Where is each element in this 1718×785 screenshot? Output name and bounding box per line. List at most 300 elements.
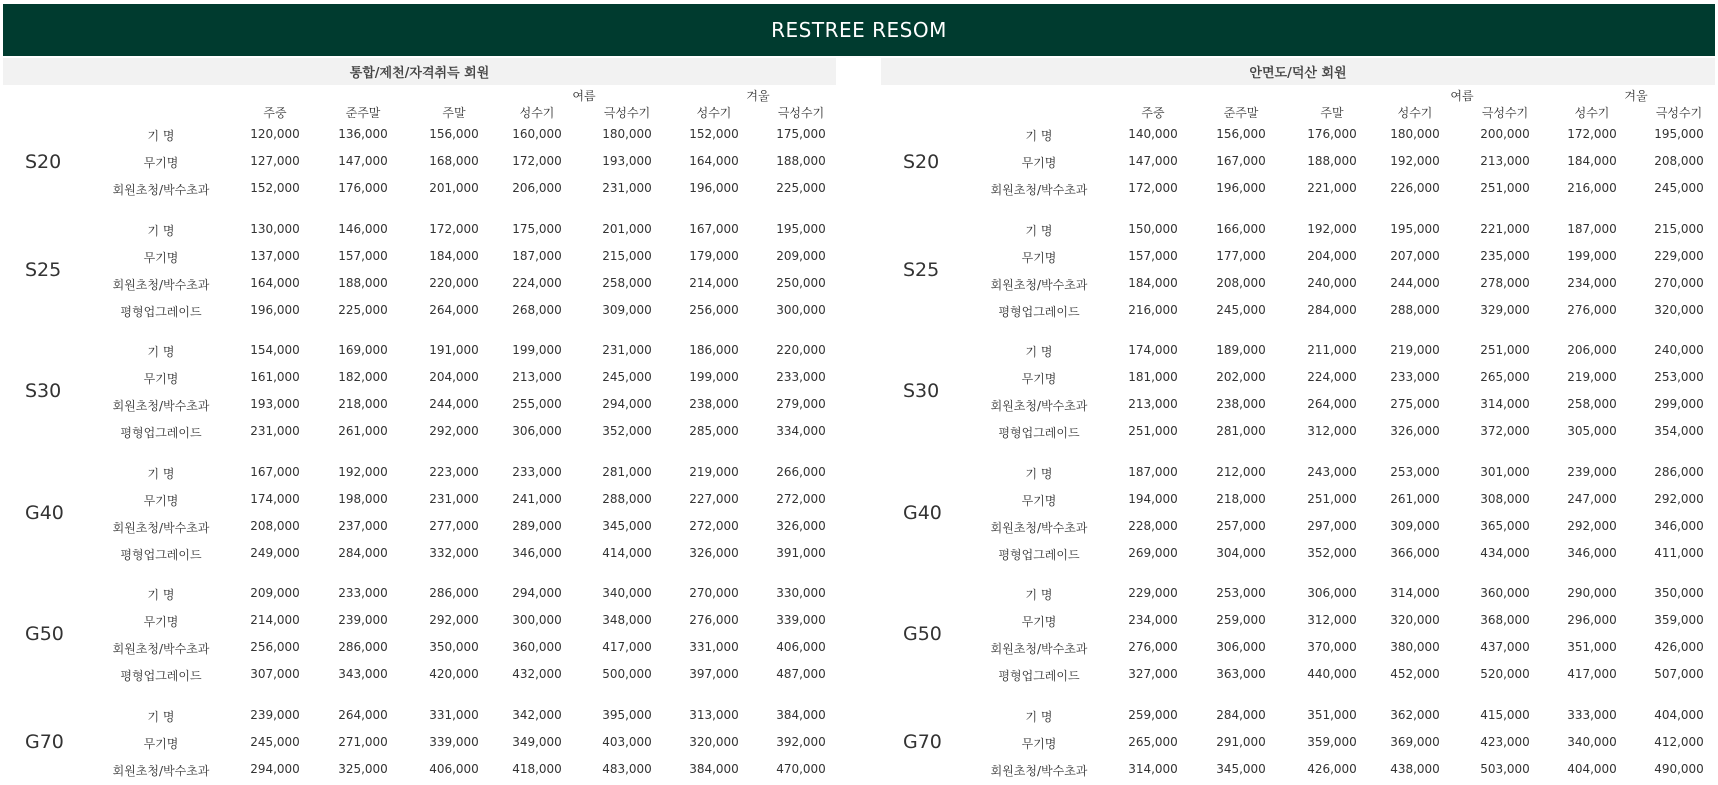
price-cell: 309,000 <box>1390 518 1440 533</box>
price-cell: 191,000 <box>429 343 479 357</box>
price-cell: 120,000 <box>250 127 300 141</box>
price-cell: 300,000 <box>512 613 562 627</box>
price-cell: 156,000 <box>1216 127 1266 141</box>
price-cell: 194,000 <box>1128 491 1178 506</box>
price-cell: 294,000 <box>602 397 652 411</box>
price-cell: 334,000 <box>776 424 826 438</box>
price-cell: 256,000 <box>689 302 739 317</box>
member-type-label: 무기명 <box>143 615 179 629</box>
price-cell: 245,000 <box>1654 181 1704 195</box>
price-cell: 345,000 <box>602 518 652 533</box>
price-cell: 233,000 <box>776 370 826 384</box>
price-cell: 411,000 <box>1654 545 1704 560</box>
group-spacer <box>881 567 1715 581</box>
price-cell: 234,000 <box>1128 613 1178 627</box>
price-cell: 434,000 <box>1480 545 1530 560</box>
price-cell: 179,000 <box>689 248 739 263</box>
price-cell: 157,000 <box>1128 248 1178 263</box>
price-cell: 147,000 <box>338 154 388 168</box>
price-cell: 150,000 <box>1128 221 1178 236</box>
table-row <box>3 702 836 729</box>
table-row <box>881 243 1715 270</box>
member-type-label: 무기명 <box>143 736 179 751</box>
price-cell: 225,000 <box>776 181 826 195</box>
price-cell: 314,000 <box>1390 586 1440 600</box>
price-cell: 174,000 <box>1128 343 1178 357</box>
price-cell: 193,000 <box>602 154 652 168</box>
price-cell: 192,000 <box>1390 154 1440 168</box>
price-cell: 309,000 <box>602 302 652 317</box>
price-cell: 415,000 <box>1480 707 1530 722</box>
member-type-label: 기 명 <box>147 588 175 602</box>
group-spacer <box>881 202 1715 216</box>
price-cell: 271,000 <box>338 734 388 749</box>
member-type-label: 무기명 <box>143 493 179 508</box>
price-cell: 437,000 <box>1480 640 1530 654</box>
price-cell: 261,000 <box>1390 491 1440 506</box>
room-grade-label: G40 <box>903 501 942 524</box>
room-grade-group <box>3 580 836 688</box>
price-cell: 200,000 <box>1480 127 1530 141</box>
price-cell: 219,000 <box>689 464 739 479</box>
table-row <box>881 756 1715 783</box>
price-cell: 384,000 <box>776 707 826 722</box>
table-row <box>3 121 836 148</box>
price-cell: 202,000 <box>1216 370 1266 384</box>
room-grade-label: G70 <box>25 731 64 753</box>
table-row <box>3 513 836 540</box>
price-cell: 432,000 <box>512 667 562 681</box>
room-grade-label: G40 <box>25 501 64 524</box>
price-cell: 307,000 <box>250 667 300 681</box>
member-type-label: 회원초청/박수초과 <box>990 642 1088 656</box>
price-cell: 278,000 <box>1480 275 1530 290</box>
price-cell: 251,000 <box>1307 491 1357 506</box>
price-cell: 333,000 <box>1567 707 1617 722</box>
price-cell: 240,000 <box>1654 343 1704 357</box>
price-cell: 301,000 <box>1480 464 1530 479</box>
price-cell: 452,000 <box>1390 667 1440 681</box>
table-row <box>3 661 836 688</box>
price-cell: 223,000 <box>429 464 479 479</box>
price-cell: 350,000 <box>1654 586 1704 600</box>
price-cell: 265,000 <box>1128 734 1178 749</box>
table-row <box>881 661 1715 688</box>
price-cell: 331,000 <box>689 640 739 654</box>
room-grade-group <box>881 216 1715 324</box>
price-cell: 250,000 <box>776 275 826 290</box>
group-spacer <box>881 688 1715 702</box>
price-cell: 370,000 <box>1307 640 1357 654</box>
price-cell: 503,000 <box>1480 761 1530 776</box>
price-cell: 213,000 <box>1128 397 1178 411</box>
price-cell: 204,000 <box>429 370 479 384</box>
price-cell: 160,000 <box>512 127 562 141</box>
table-row <box>3 270 836 297</box>
price-cell: 297,000 <box>1307 518 1357 533</box>
price-cell: 216,000 <box>1128 302 1178 317</box>
member-type-label: 기 명 <box>147 223 175 238</box>
table-row <box>881 702 1715 729</box>
price-cell: 238,000 <box>1216 397 1266 411</box>
price-cell: 268,000 <box>512 302 562 317</box>
price-cell: 351,000 <box>1567 640 1617 654</box>
price-cell: 414,000 <box>602 545 652 560</box>
price-cell: 235,000 <box>1480 248 1530 263</box>
price-cell: 483,000 <box>602 761 652 776</box>
price-cell: 363,000 <box>1216 667 1266 681</box>
price-cell: 264,000 <box>338 707 388 722</box>
price-cell: 224,000 <box>512 275 562 290</box>
price-cell: 140,000 <box>1128 127 1178 141</box>
price-cell: 258,000 <box>1567 397 1617 411</box>
table-row <box>3 607 836 634</box>
price-cell: 360,000 <box>1480 586 1530 600</box>
price-cell: 176,000 <box>338 181 388 195</box>
price-cell: 276,000 <box>689 613 739 627</box>
price-cell: 187,000 <box>1128 464 1178 479</box>
price-cell: 292,000 <box>1654 491 1704 506</box>
price-cell: 251,000 <box>1480 343 1530 357</box>
price-cell: 264,000 <box>1307 397 1357 411</box>
price-cell: 208,000 <box>250 518 300 533</box>
price-cell: 188,000 <box>776 154 826 168</box>
price-cell: 380,000 <box>1390 640 1440 654</box>
room-grade-label: G70 <box>903 731 942 753</box>
column-header-row <box>881 102 1715 121</box>
price-cell: 240,000 <box>1307 275 1357 290</box>
price-cell: 423,000 <box>1480 734 1530 749</box>
price-cell: 220,000 <box>776 343 826 357</box>
price-cell: 186,000 <box>689 343 739 357</box>
price-cell: 345,000 <box>1216 761 1266 776</box>
room-grade-group <box>881 580 1715 688</box>
price-cell: 270,000 <box>689 586 739 600</box>
price-table-right <box>881 58 1715 783</box>
price-cell: 365,000 <box>1480 518 1530 533</box>
price-cell: 220,000 <box>429 275 479 290</box>
price-cell: 239,000 <box>250 707 300 722</box>
price-cell: 208,000 <box>1216 275 1266 290</box>
price-cell: 239,000 <box>1567 464 1617 479</box>
member-type-label: 평형업그레이드 <box>120 426 202 440</box>
table-row <box>881 486 1715 513</box>
member-type-label: 평형업그레이드 <box>120 304 202 319</box>
price-cell: 201,000 <box>429 181 479 195</box>
price-cell: 285,000 <box>689 424 739 438</box>
table-row <box>3 459 836 486</box>
price-cell: 199,000 <box>689 370 739 384</box>
price-cell: 215,000 <box>602 248 652 263</box>
table-row <box>881 634 1715 661</box>
price-cell: 249,000 <box>250 545 300 560</box>
price-cell: 238,000 <box>689 397 739 411</box>
price-cell: 227,000 <box>689 491 739 506</box>
price-cell: 198,000 <box>338 491 388 506</box>
season-label: 여름 <box>572 89 596 103</box>
price-cell: 340,000 <box>1567 734 1617 749</box>
member-type-label: 회원초청/박수초과 <box>112 399 210 413</box>
room-grade-label: S30 <box>25 380 62 402</box>
price-cell: 136,000 <box>338 127 388 141</box>
member-type-label: 평형업그레이드 <box>120 547 202 562</box>
price-cell: 180,000 <box>1390 127 1440 141</box>
price-cell: 199,000 <box>512 343 562 357</box>
price-cell: 181,000 <box>1128 370 1178 384</box>
price-cell: 312,000 <box>1307 424 1357 438</box>
price-cell: 207,000 <box>1390 248 1440 263</box>
room-grade-group <box>881 121 1715 202</box>
price-cell: 167,000 <box>1216 154 1266 168</box>
price-cell: 281,000 <box>1216 424 1266 438</box>
price-cell: 343,000 <box>338 667 388 681</box>
price-cell: 284,000 <box>1307 302 1357 317</box>
table-row <box>3 243 836 270</box>
column-header: 주말 <box>442 106 466 120</box>
room-grade-group <box>3 121 836 202</box>
price-cell: 284,000 <box>338 545 388 560</box>
member-type-label: 평형업그레이드 <box>998 426 1080 440</box>
price-cell: 214,000 <box>250 613 300 627</box>
table-row <box>3 175 836 202</box>
table-row <box>3 580 836 607</box>
price-cell: 209,000 <box>250 586 300 600</box>
price-cell: 291,000 <box>1216 734 1266 749</box>
price-cell: 261,000 <box>338 424 388 438</box>
room-grade-group <box>881 337 1715 445</box>
price-cell: 296,000 <box>1567 613 1617 627</box>
member-type-label: 기 명 <box>147 345 175 359</box>
room-grade-label: G50 <box>25 623 64 645</box>
price-cell: 507,000 <box>1654 667 1704 681</box>
price-cell: 299,000 <box>1654 397 1704 411</box>
season-label: 여름 <box>1450 89 1474 103</box>
price-cell: 300,000 <box>776 302 826 317</box>
table-row <box>881 270 1715 297</box>
member-type-label: 회원초청/박수초과 <box>990 520 1088 535</box>
member-type-label: 기 명 <box>147 466 175 481</box>
price-cell: 253,000 <box>1390 464 1440 479</box>
price-cell: 204,000 <box>1307 248 1357 263</box>
price-cell: 154,000 <box>250 343 300 357</box>
member-type-label: 무기명 <box>143 156 179 170</box>
price-cell: 438,000 <box>1390 761 1440 776</box>
price-cell: 487,000 <box>776 667 826 681</box>
table-row <box>3 634 836 661</box>
season-header-row <box>881 85 1715 102</box>
price-cell: 169,000 <box>338 343 388 357</box>
price-cell: 180,000 <box>602 127 652 141</box>
price-cell: 187,000 <box>512 248 562 263</box>
price-cell: 166,000 <box>1216 221 1266 236</box>
price-cell: 231,000 <box>602 343 652 357</box>
price-cell: 161,000 <box>250 370 300 384</box>
price-cell: 175,000 <box>512 221 562 236</box>
price-cell: 221,000 <box>1307 181 1357 195</box>
price-cell: 244,000 <box>1390 275 1440 290</box>
price-cell: 253,000 <box>1216 586 1266 600</box>
member-type-label: 무기명 <box>1021 156 1057 170</box>
member-type-label: 기 명 <box>1025 588 1053 602</box>
member-type-label: 기 명 <box>1025 709 1053 724</box>
member-type-label: 기 명 <box>1025 345 1053 359</box>
member-type-label: 무기명 <box>1021 372 1057 386</box>
column-header: 준주말 <box>1223 106 1259 120</box>
price-cell: 412,000 <box>1654 734 1704 749</box>
price-cell: 289,000 <box>512 518 562 533</box>
table-row <box>881 418 1715 445</box>
table-row <box>881 337 1715 364</box>
price-cell: 188,000 <box>1307 154 1357 168</box>
price-cell: 314,000 <box>1480 397 1530 411</box>
price-cell: 184,000 <box>429 248 479 263</box>
room-grade-group <box>3 459 836 567</box>
price-cell: 276,000 <box>1567 302 1617 317</box>
price-cell: 156,000 <box>429 127 479 141</box>
price-cell: 332,000 <box>429 545 479 560</box>
price-cell: 258,000 <box>602 275 652 290</box>
price-cell: 184,000 <box>1128 275 1178 290</box>
table-row <box>3 297 836 324</box>
price-cell: 127,000 <box>250 154 300 168</box>
price-cell: 176,000 <box>1307 127 1357 141</box>
table-row <box>3 756 836 783</box>
table-row <box>881 175 1715 202</box>
member-type-label: 회원초청/박수초과 <box>112 763 210 778</box>
price-cell: 326,000 <box>776 518 826 533</box>
price-cell: 391,000 <box>776 545 826 560</box>
table-row <box>881 364 1715 391</box>
price-cell: 420,000 <box>429 667 479 681</box>
season-label: 겨울 <box>1624 89 1648 103</box>
price-cell: 288,000 <box>602 491 652 506</box>
price-cell: 368,000 <box>1480 613 1530 627</box>
column-header: 극성수기 <box>1655 106 1703 120</box>
room-grade-label: G50 <box>903 623 942 645</box>
price-cell: 196,000 <box>250 302 300 317</box>
price-cell: 219,000 <box>1567 370 1617 384</box>
price-cell: 392,000 <box>776 734 826 749</box>
room-grade-label: S25 <box>903 258 940 281</box>
price-cell: 233,000 <box>512 464 562 479</box>
price-cell: 403,000 <box>602 734 652 749</box>
price-cell: 329,000 <box>1480 302 1530 317</box>
season-header-row <box>3 85 836 102</box>
price-cell: 225,000 <box>338 302 388 317</box>
price-cell: 426,000 <box>1307 761 1357 776</box>
price-cell: 218,000 <box>338 397 388 411</box>
member-type-label: 기 명 <box>1025 129 1053 143</box>
price-cell: 164,000 <box>250 275 300 290</box>
price-cell: 231,000 <box>602 181 652 195</box>
price-cell: 440,000 <box>1307 667 1357 681</box>
price-cell: 264,000 <box>429 302 479 317</box>
price-cell: 172,000 <box>512 154 562 168</box>
price-cell: 226,000 <box>1390 181 1440 195</box>
price-cell: 418,000 <box>512 761 562 776</box>
price-cell: 406,000 <box>429 761 479 776</box>
price-cell: 279,000 <box>776 397 826 411</box>
price-cell: 228,000 <box>1128 518 1178 533</box>
price-cell: 314,000 <box>1128 761 1178 776</box>
price-cell: 168,000 <box>429 154 479 168</box>
price-cell: 331,000 <box>429 707 479 722</box>
price-cell: 239,000 <box>338 613 388 627</box>
price-cell: 188,000 <box>338 275 388 290</box>
price-cell: 218,000 <box>1216 491 1266 506</box>
column-header: 극성수기 <box>603 106 651 120</box>
price-cell: 152,000 <box>250 181 300 195</box>
table-row <box>881 729 1715 756</box>
column-header: 성수기 <box>696 106 732 120</box>
price-cell: 244,000 <box>429 397 479 411</box>
table-row <box>3 486 836 513</box>
price-cell: 292,000 <box>429 613 479 627</box>
room-grade-group <box>881 459 1715 567</box>
price-cell: 172,000 <box>1128 181 1178 195</box>
column-header: 성수기 <box>1574 106 1610 120</box>
price-cell: 369,000 <box>1390 734 1440 749</box>
member-type-label: 평형업그레이드 <box>998 547 1080 562</box>
price-cell: 221,000 <box>1480 221 1530 236</box>
price-cell: 177,000 <box>1216 248 1266 263</box>
table-row <box>3 540 836 567</box>
price-cell: 349,000 <box>512 734 562 749</box>
price-cell: 245,000 <box>1216 302 1266 317</box>
price-cell: 257,000 <box>1216 518 1266 533</box>
member-type-label: 기 명 <box>147 709 175 724</box>
group-spacer <box>3 324 836 338</box>
column-header: 극성수기 <box>1481 106 1529 120</box>
price-cell: 346,000 <box>512 545 562 560</box>
room-grade-group <box>881 702 1715 783</box>
price-cell: 277,000 <box>429 518 479 533</box>
price-cell: 164,000 <box>689 154 739 168</box>
column-header: 주말 <box>1320 106 1344 120</box>
price-cell: 187,000 <box>1567 221 1617 236</box>
price-cell: 172,000 <box>429 221 479 236</box>
price-cell: 294,000 <box>250 761 300 776</box>
price-cell: 172,000 <box>1567 127 1617 141</box>
price-cell: 251,000 <box>1480 181 1530 195</box>
price-cell: 212,000 <box>1216 464 1266 479</box>
price-cell: 294,000 <box>512 586 562 600</box>
member-type-label: 회원초청/박수초과 <box>112 277 210 292</box>
member-type-label: 회원초청/박수초과 <box>990 277 1088 292</box>
group-spacer <box>881 445 1715 459</box>
price-cell: 500,000 <box>602 667 652 681</box>
price-cell: 241,000 <box>512 491 562 506</box>
price-cell: 326,000 <box>689 545 739 560</box>
price-cell: 195,000 <box>776 221 826 236</box>
member-type-label: 기 명 <box>147 129 175 143</box>
price-cell: 215,000 <box>1654 221 1704 236</box>
price-cell: 306,000 <box>1216 640 1266 654</box>
price-cell: 290,000 <box>1567 586 1617 600</box>
price-cell: 208,000 <box>1654 154 1704 168</box>
price-cell: 286,000 <box>1654 464 1704 479</box>
price-cell: 292,000 <box>429 424 479 438</box>
price-cell: 306,000 <box>512 424 562 438</box>
price-cell: 372,000 <box>1480 424 1530 438</box>
price-cell: 272,000 <box>776 491 826 506</box>
price-cell: 211,000 <box>1307 343 1357 357</box>
table-row <box>881 148 1715 175</box>
price-cell: 195,000 <box>1390 221 1440 236</box>
price-cell: 213,000 <box>1480 154 1530 168</box>
price-cell: 360,000 <box>512 640 562 654</box>
price-cell: 272,000 <box>689 518 739 533</box>
